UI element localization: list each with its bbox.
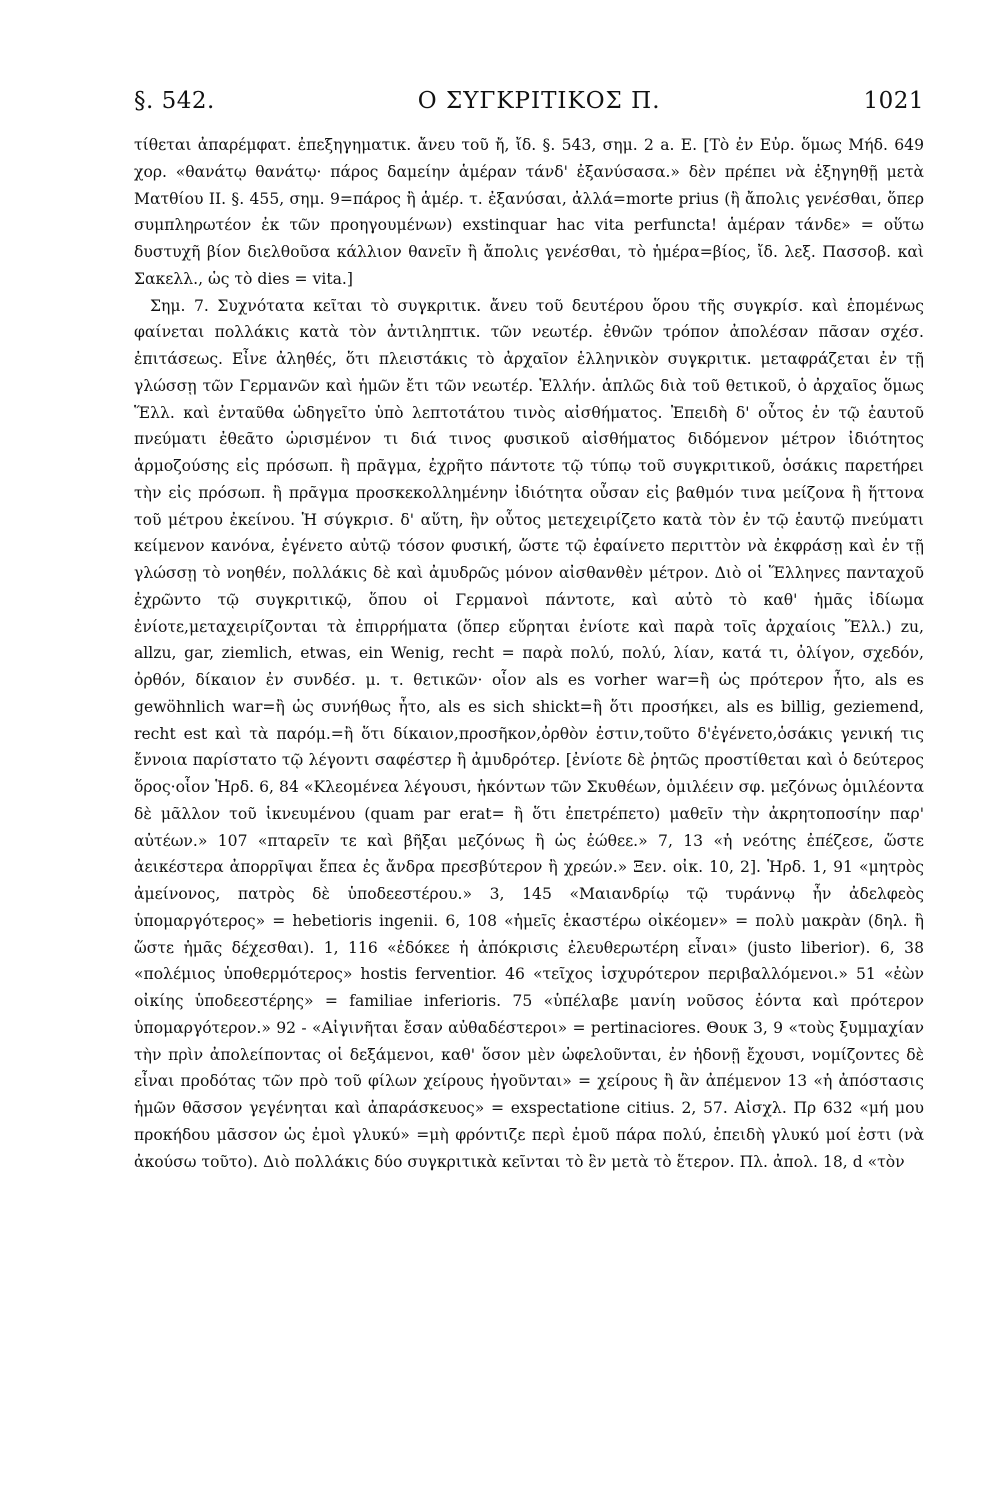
chapter-title: Ο ΣΥΓΚΡΙΤΙΚΟΣ Π. — [417, 88, 661, 114]
running-head — [134, 88, 924, 114]
section-number: §. 542. — [134, 88, 215, 114]
body-text — [134, 132, 924, 1175]
paragraph-continuation: τίθεται ἀπαρέμφατ. ἐπεξηγηματικ. ἄνευ τοῦ ἤ, ἴδ. §. 543, σημ. 2 a. E. [Τὸ ἐν Εὐρ. ὅμως Μήδ. 649 χορ. «θανάτῳ θανάτῳ· πάρος δαμείην ἁμέραν τάνδ' ἐξανύσασα.» δὲν πρέπει νὰ ἐξηγηθῇ μετὰ Ματθίου ΙΙ. §. 455, σημ. 9=πάρος ἢ ἁμέρ. τ. ἐξανύσαι, ἀλλά=morte prius (ἢ ἄπολις γενέσθαι, ὅπερ συμπληρωτέον ἐκ τῶν προηγουμένων) exstinquar hac vita perfuncta! ἁμέραν τάνδε» = οὕτω δυστυχῆ βίον διελθοῦσα κάλλιον θανεῖν ἢ ἄπολις γενέσθαι, τὸ ἡμέρα=βίος, ἴδ. λεξ. Πασσοβ. καὶ Σακελλ., ὡς τὸ dies = vita.] — [134, 136, 924, 288]
page-number: 1021 — [863, 88, 924, 114]
paragraph-note-7: Σημ. 7. Συχνότατα κεῖται τὸ συγκριτικ. ἄνευ τοῦ δευτέρου ὅρου τῆς συγκρίσ. καὶ ἑπομένως φαίνεται πολλάκις κατὰ τὸν ἀντιληπτικ. τῶν νεωτέρ. ἐθνῶν τρόπον ἀπολέσαν πᾶσαν σχέσ. ἐπιτάσεως. Εἶνε ἀληθές, ὅτι πλειστάκις τὸ ἀρχαῖον ἑλληνικὸν συγκριτικ. μεταφράζεται ἐν τῇ γλώσσῃ τῶν Γερμανῶν καὶ ἡμῶν ἔτι τῶν νεωτέρ. Ἑλλήν. ἁπλῶς διὰ τοῦ θετικοῦ, ὁ ἀρχαῖος ὅμως Ἕλλ. καὶ ἐνταῦθα ὡδηγεῖτο ὑπὸ λεπτοτάτου τινὸς αἰσθήματος. Ἐπειδὴ δ' οὗτος ἐν τῷ ἑαυτοῦ πνεύματι ἐθεᾶτο ὡρισμένον τι διά τινος φυσικοῦ αἰσθήματος διδόμενον μέτρον ἰδιότητος ἁρμοζούσης εἰς πρόσωπ. ἢ πρᾶγμα, ἐχρῆτο πάντοτε τῷ τύπῳ τοῦ συγκριτικοῦ, ὁσάκις παρετήρει τὴν εἰς πρόσωπ. ἢ πρᾶγμα προσκεκολλημένην ἰδιότητα οὖσαν εἰς βαθμόν τινα μείζονα ἢ ἥττονα τοῦ μέτρου ἐκείνου. Ἡ σύγκρισ. δ' αὕτη, ἣν οὗτος μετεχειρίζετο κατὰ τὸν ἐν τῷ ἑαυτῷ πνεύματι κείμενον κανόνα, ἐγένετο αὐτῷ τόσον φυσική, ὥστε τῷ ἐφαίνετο περιττὸν νὰ ἐκφράσῃ καὶ ἐν τῇ γλώσσῃ τὸ νοηθέν, πολλάκις δὲ καὶ ἀμυδρῶς μόνον αἰσθανθὲν μέτρον. Διὸ οἱ Ἕλληνες πανταχοῦ ἐχρῶντο τῷ συγκριτικῷ, ὅπου οἱ Γερμανοὶ πάντοτε, καὶ αὐτὸ τὸ καθ' ἡμᾶς ἰδίωμα ἐνίοτε,μεταχειρίζονται τὰ ἐπιρρήματα (ὅπερ εὕρηται ἐνίοτε καὶ παρὰ τοῖς ἀρχαίοις Ἕλλ.) zu, allzu, gar, ziemlich, etwas, ein Wenig, recht = παρὰ πολύ, πολύ, λίαν, κατά τι, ὀλίγον, σχεδόν, ὀρθόν, δίκαιον ἐν συνδέσ. μ. τ. θετικῶν· οἷον als es vorher war=ἢ ὡς πρότερον ἦτο, als es gewöhnlich war=ἢ ὡς συνήθως ἦτο, als es sich shickt=ἢ ὅτι προσήκει, als es billig, geziemend, recht est καὶ τὰ παρόμ.=ἢ ὅτι δίκαιον,προσῆκον,ὀρθὸν ἐστιν,τοῦτο δ'ἐγένετο,ὁσάκις γενική τις ἔννοια παρίστατο τῷ λέγοντι σαφέστερ ἢ ἀμυδρότερ. [ἐνίοτε δὲ ῥητῶς προστίθεται καὶ ὁ δεύτερος ὅρος·οἷον Ἡρδ. 6, 84 «Κλεομένεα λέγουσι, ἡκόντων τῶν Σκυθέων, ὁμιλέειν σφ. μεζόνως ὁμιλέοντα δὲ μᾶλλον τοῦ ἱκνευμένου (quam par erat= ἢ ὅτι ἐπετρέπετο) μαθεῖν τὴν ἀκρητοποσίην παρ' αὐτέων.» 107 «πταρεῖν τε καὶ βῆξαι μεζόνως ἢ ὡς ἐώθεε.» 7, 13 «ἡ νεότης ἐπέζεσε, ὥστε ἀεικέστερα ἀπορρῖψαι ἔπεα ἐς ἄνδρα πρεσβύτερον ἢ χρεών.» Ξεν. οἰκ. 10, 2]. Ἡρδ. 1, 91 «μητρὸς ἀμείνονος, πατρὸς δὲ ὑποδεεστέρου.» 3, 145 «Μαιανδρίῳ τῷ τυράννῳ ἦν ἀδελφεὸς ὑπομαργότερος» = hebetioris ingenii. 6, 108 «ἡμεῖς ἑκαστέρω οἰκέομεν» = πολὺ μακρὰν (δηλ. ἢ ὥστε ἡμᾶς δέχεσθαι). 1, 116 «ἐδόκεε ἡ ἀπόκρισις ἐλευθερωτέρη εἶναι» (justo liberior). 6, 38 «πολέμιος ὑποθερμότερος» hostis ferventior. 46 «τεῖχος ἰσχυρότερον περιβαλλόμενοι.» 51 «ἐὼν οἰκίης ὑποδεεστέρης» = familiae inferioris. 75 «ὑπέλαβε μανίη νοῦσος ἐόντα καὶ πρότερον ὑπομαργότερον.» 92 - «Αἰγινῆται ἔσαν αὐθαδέστεροι» = pertinaciores. Θουκ 3, 9 «τοὺς ξυμμαχίαν τὴν πρὶν ἀπολείποντας οἱ δεξάμενοι, καθ' ὅσον μὲν ὠφελοῦνται, ἐν ἡδονῇ ἔχουσι, νομίζοντες δὲ εἶναι προδότας τῶν πρὸ τοῦ φίλων χείρους ἡγοῦνται» = χείρους ἢ ἂν ἀπέμενον 13 «ἡ ἀπόστασις ἡμῶν θᾶσσον γεγένηται καὶ ἀπαράσκευος» = exspectatione citius. 2, 57. Αἰσχλ. Πρ 632 «μή μου προκήδου μᾶσσον ὡς ἐμοὶ γλυκύ» =μὴ φρόντιζε περὶ ἐμοῦ πάρα πολύ, ἐπειδὴ γλυκύ μοί ἐστι (νὰ ἀκούσω τοῦτο). Διὸ πολλάκις δύο συγκριτικὰ κεῖνται τὸ ἓν μετὰ τὸ ἕτερον. Πλ. ἀπολ. 18, d «τὸν — [134, 296, 924, 1171]
